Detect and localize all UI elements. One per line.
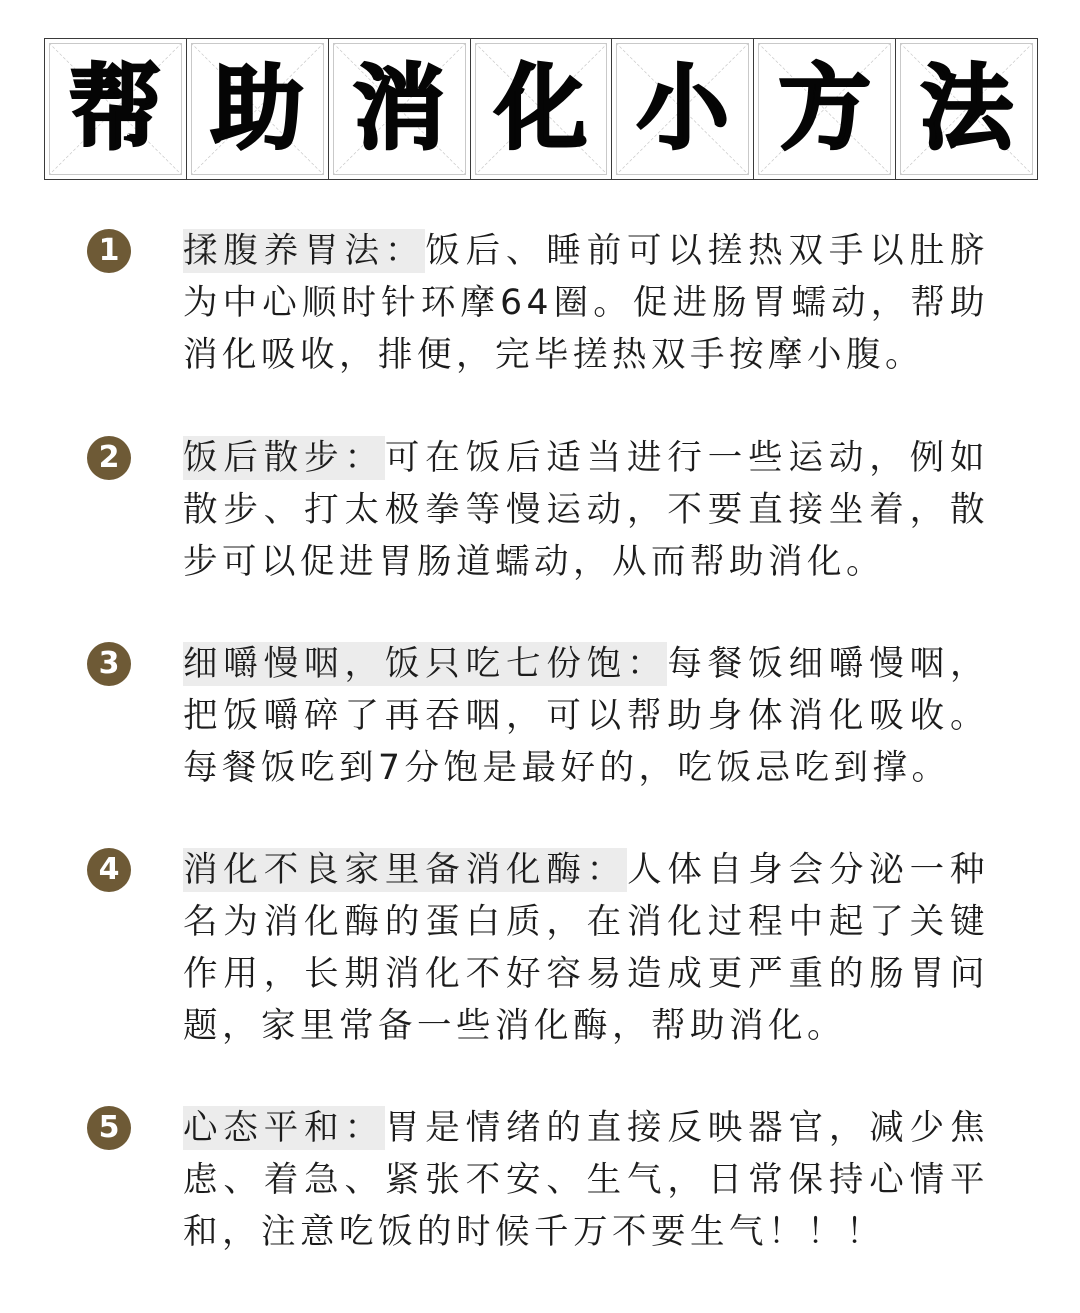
title-cell (612, 39, 754, 179)
title-cell (754, 39, 896, 179)
item-heading: 细嚼慢咽，饭只吃七份饱： (183, 644, 668, 684)
number-badge: 4 (87, 848, 131, 892)
title-cell (896, 39, 1037, 179)
item-body: 每餐饭细嚼慢咽，把饭嚼碎了再吞咽，可以帮助身体消化吸收。每餐饭吃到7分饱是最好的，吃饭忌吃到撑。 (183, 644, 989, 788)
number-badge: 1 (87, 229, 131, 273)
number-badge: 5 (87, 1106, 131, 1150)
item-text (183, 432, 989, 588)
title-cell (329, 39, 471, 179)
title-char: 方 (778, 55, 871, 162)
title-char: 小 (636, 55, 729, 162)
item-heading: 心态平和： (183, 1108, 385, 1148)
item-text (183, 1102, 989, 1258)
number-badge: 2 (87, 436, 131, 480)
title-cell (45, 39, 187, 179)
title-cell (187, 39, 329, 179)
item-body: 饭后、睡前可以搓热双手以肚脐为中心顺时针环摩64圈。促进肠胃蠕动，帮助消化吸收，排便，完毕搓热双手按摩小腹。 (183, 231, 990, 375)
title-cell (471, 39, 613, 179)
item-heading: 饭后散步： (183, 438, 385, 478)
item-body: 人体自身会分泌一种名为消化酶的蛋白质，在消化过程中起了关键作用，长期消化不好容易造成更严重的肠胃问题，家里常备一些消化酶，帮助消化。 (183, 850, 990, 1046)
item-text (183, 844, 989, 1052)
title-char: 法 (920, 55, 1013, 162)
title-char: 助 (211, 55, 304, 162)
item-body: 可在饭后适当进行一些运动，例如散步、打太极拳等慢运动，不要直接坐着，散步可以促进胃肠道蠕动，从而帮助消化。 (183, 438, 989, 582)
item-text (183, 638, 989, 794)
title-char: 帮 (69, 55, 162, 162)
item-body: 胃是情绪的直接反映器官，减少焦虑、着急、紧张不安、生气，日常保持心情平和，注意吃饭的时候千万不要生气！！！ (183, 1108, 989, 1252)
item-heading: 消化不良家里备消化酶： (183, 850, 628, 890)
title-grid (44, 38, 1038, 180)
title-char: 化 (495, 55, 588, 162)
item-text (183, 225, 989, 381)
title-char: 消 (353, 55, 446, 162)
number-badge: 3 (87, 642, 131, 686)
item-heading: 揉腹养胃法： (183, 231, 426, 271)
